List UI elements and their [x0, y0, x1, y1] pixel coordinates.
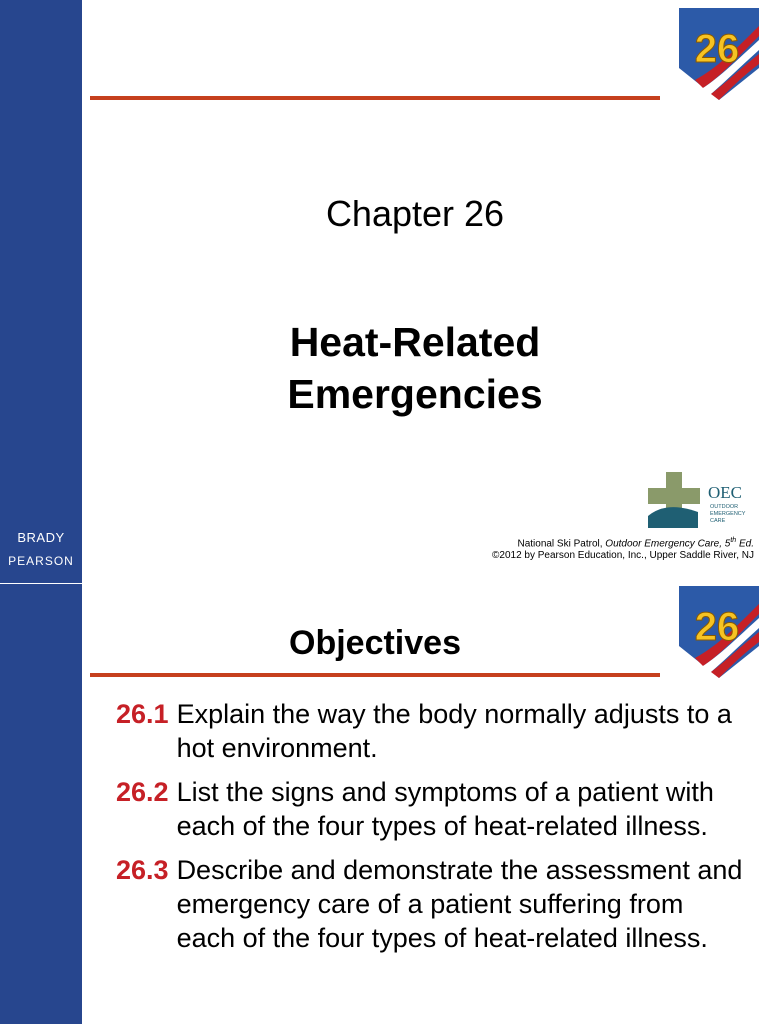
- objective-text: Explain the way the body normally adjusts to a hot environment.: [176, 699, 732, 763]
- copyright-credit: [492, 535, 754, 562]
- title-line: Heat-Related: [289, 319, 541, 365]
- objectives-list: [116, 697, 746, 965]
- objective-item: [116, 775, 746, 843]
- sidebar: [0, 0, 82, 584]
- oec-abbr: OEC: [708, 483, 742, 502]
- brand-brady: BRADY: [17, 530, 65, 545]
- credit-line2: ©2012 by Pearson Education, Inc., Upper Saddle River, NJ: [492, 550, 754, 562]
- chapter-badge: [677, 584, 761, 680]
- chapter-badge: [677, 6, 761, 102]
- objectives-title: Objectives: [289, 624, 461, 662]
- oec-logo: [646, 470, 758, 530]
- badge-number: 26: [694, 605, 740, 649]
- sidebar: [0, 584, 82, 1024]
- objective-item: [116, 853, 746, 955]
- oec-line: EMERGENCY: [710, 511, 746, 517]
- oec-line: OUTDOOR: [710, 504, 739, 510]
- slide-title: [82, 316, 748, 420]
- title-line: Emergencies: [287, 371, 543, 417]
- badge-number: 26: [694, 27, 740, 71]
- objective-number: 26.3: [116, 855, 169, 885]
- oec-line: CARE: [710, 518, 726, 524]
- objective-number: 26.1: [116, 699, 169, 729]
- brand-pearson: PEARSON: [8, 554, 74, 568]
- chapter-label: Chapter 26: [325, 193, 505, 234]
- objectives-rule: [90, 673, 660, 677]
- objective-text: Describe and demonstrate the assessment and emergency care of a patient suffering from each of the four types of heat-related illness.: [176, 855, 743, 953]
- objective-number: 26.2: [116, 777, 169, 807]
- credit-line1: National Ski Patrol, Outdoor Emergency Care, 5th Ed.: [517, 537, 754, 550]
- title-rule: [90, 96, 660, 100]
- objective-text: List the signs and symptoms of a patient with each of the four types of heat-related illness.: [176, 777, 714, 841]
- objective-item: [116, 697, 746, 765]
